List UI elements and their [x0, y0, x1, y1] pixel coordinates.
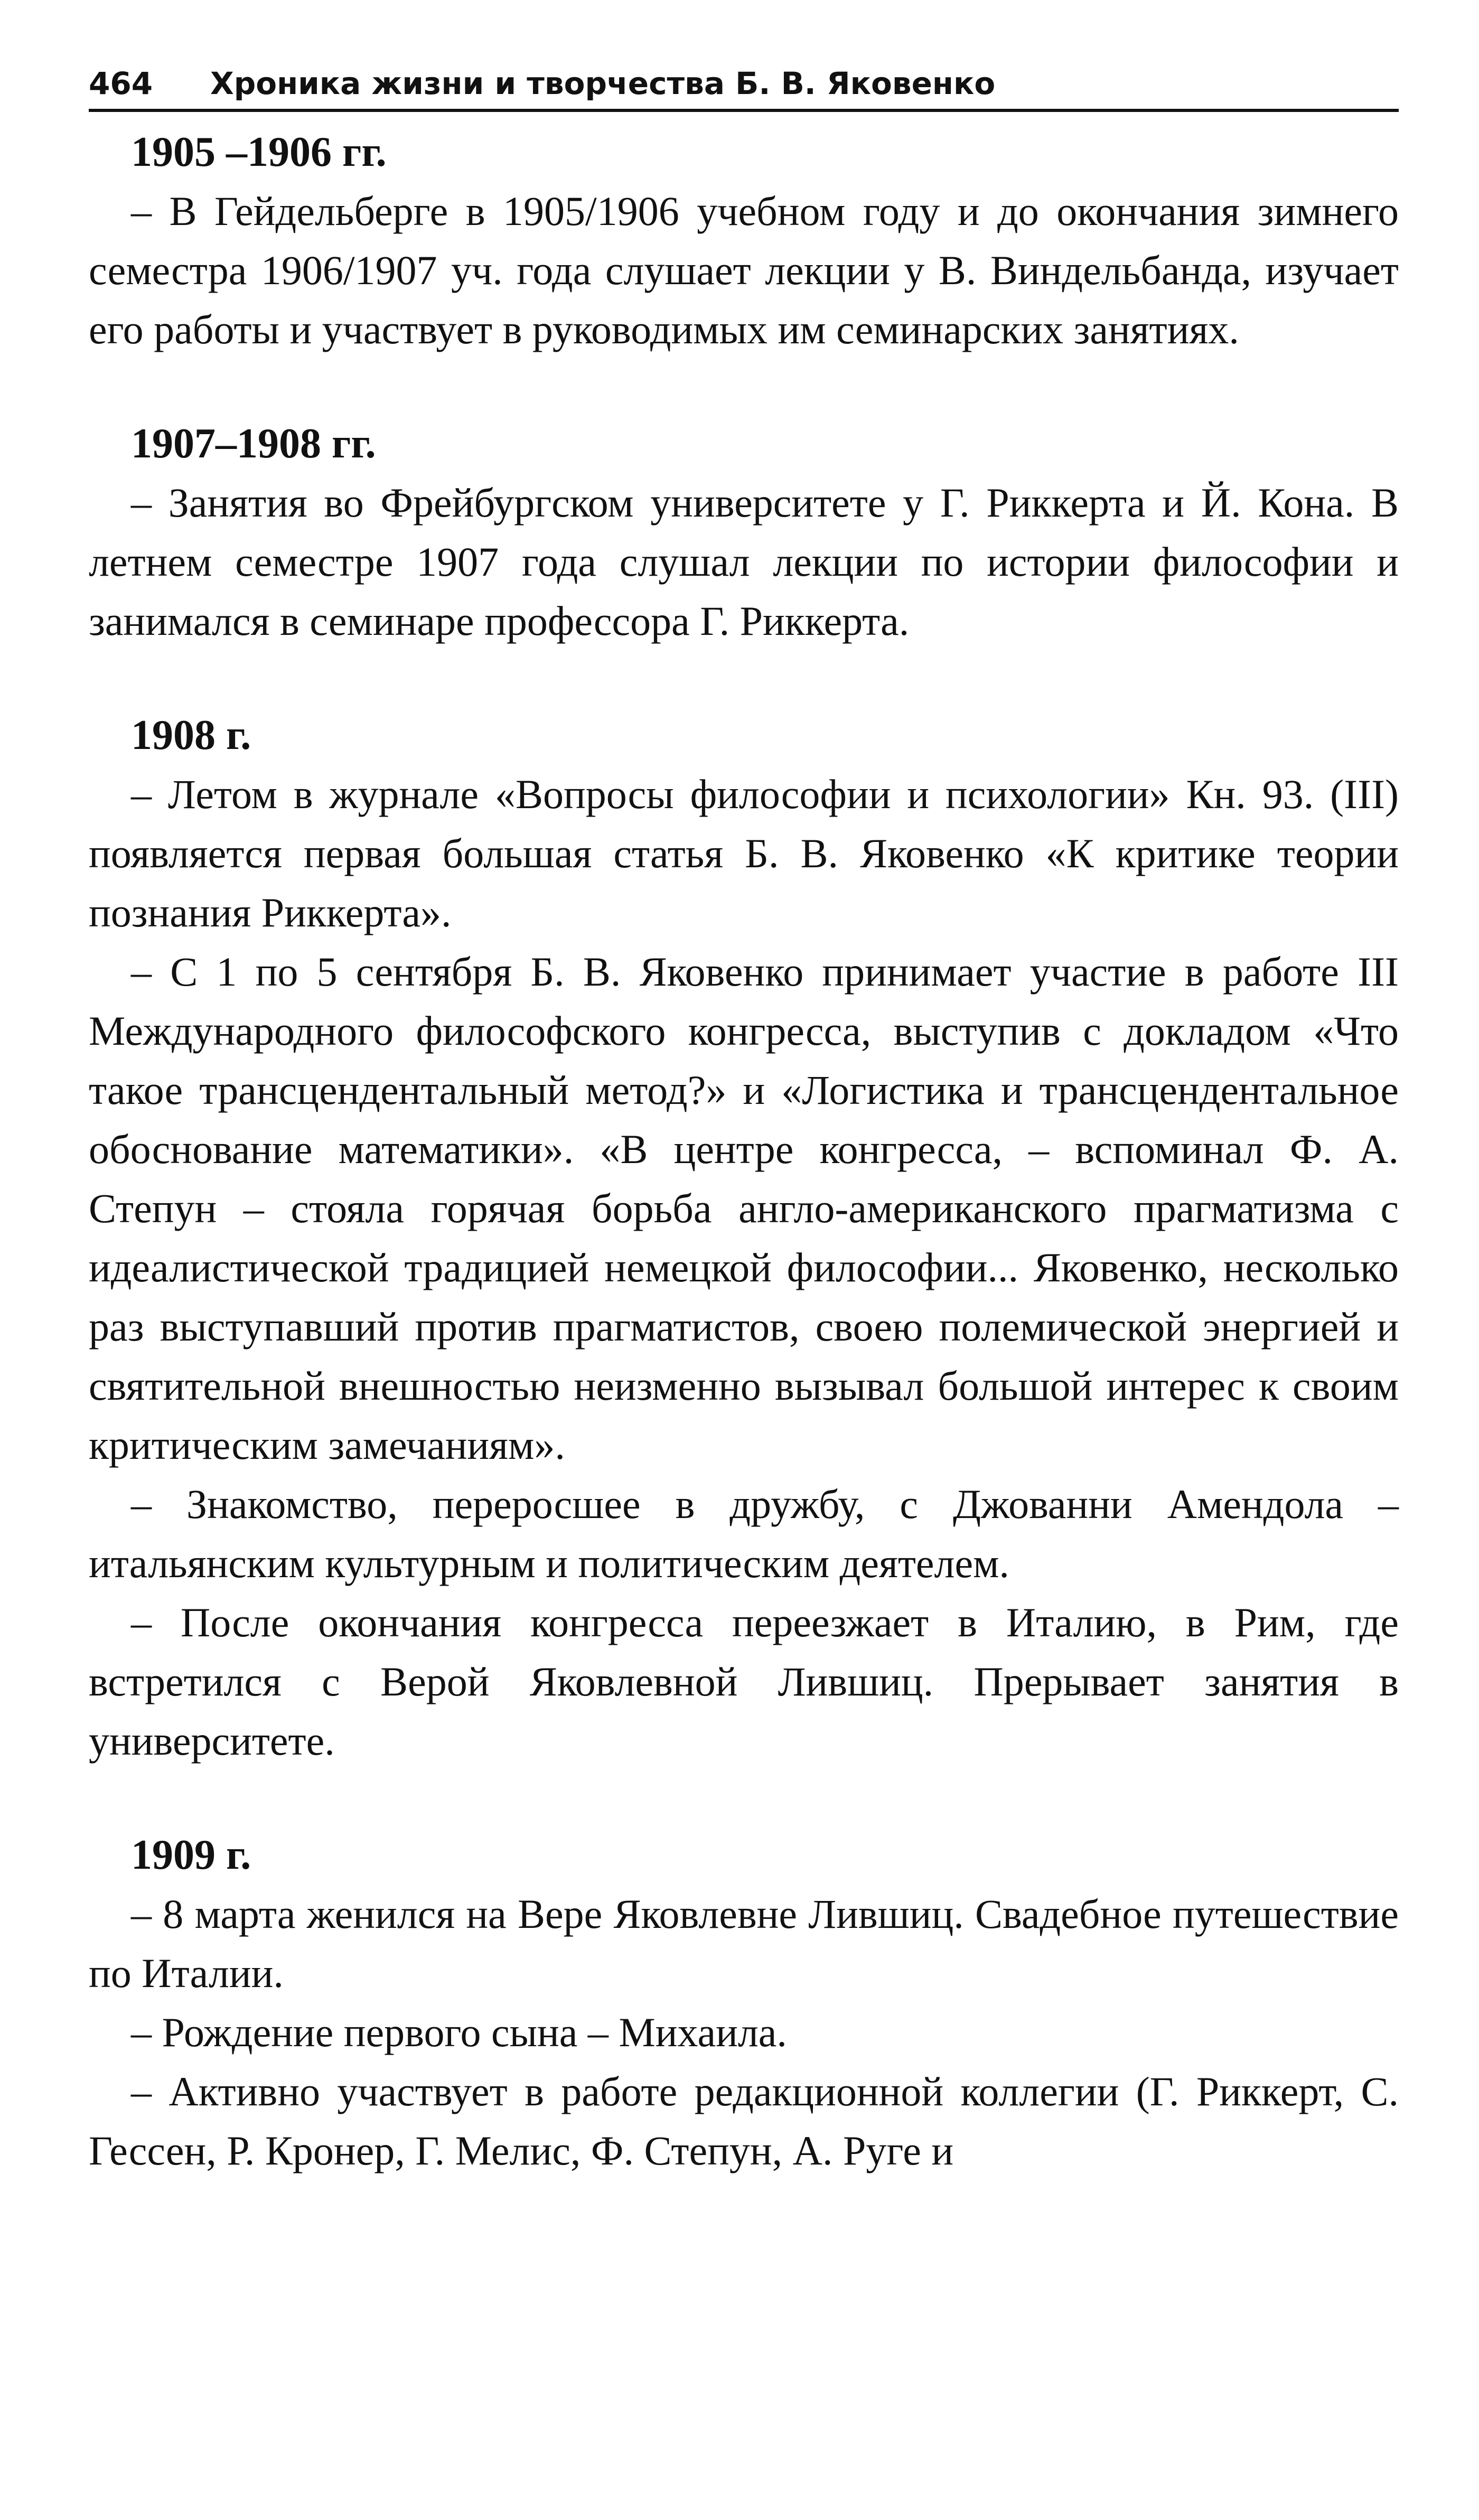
entry-paragraph: – После окончания конгресса переезжает в Италию, в Рим, где встретился с Верой Яковлевной Лившиц. Прерывает занятия в университете. — [89, 1599, 1399, 1764]
entry-paragraph: – Летом в журнале «Вопросы философии и психологии» Кн. 93. (III) появляется первая большая статья Б. В. Яковенко «К критике теории познания Риккерта». — [89, 771, 1399, 935]
page-body — [89, 123, 1399, 2180]
entry-paragraph: – С 1 по 5 сентября Б. В. Яковенко принимает участие в работе III Международного философского конгресса, выступив с докладом «Что такое трансцендентальный метод?» и «Логистика и трансцендентальное обоснование математики». «В центре конгресса, – вспоминал Ф. А. Степун – стояла горячая борьба англо-американского прагматизма с идеалистической традицией немецкой философии... Яковенко, несколько раз выступавший против прагматистов, своею полемической энергией и святительной внешностью неизменно вызывал большой интерес к своим критическим замечаниям». — [89, 949, 1399, 1468]
entry-paragraph: – Активно участвует в работе редакционной коллегии (Г. Риккерт, С. Гессен, Р. Кронер, Г. Мелис, Ф. Степун, А. Руге и — [89, 2068, 1399, 2174]
section-year-heading: 1905 –1906 гг. — [131, 129, 387, 175]
section-year-heading: 1908 г. — [131, 712, 251, 758]
section-year-heading: 1907–1908 гг. — [131, 420, 376, 467]
page-number: 464 — [89, 65, 153, 101]
entry-paragraph: – Занятия во Фрейбургском университете у Г. Риккерта и Й. Кона. В летнем семестре 1907 года слушал лекции по истории философии и занимался в семинаре профессора Г. Риккерта. — [89, 480, 1399, 644]
entry-paragraph: – Рождение первого сына – Михаила. — [131, 2009, 787, 2055]
entry-paragraph: – 8 марта женился на Вере Яковлевне Лившиц. Свадебное путешествие по Италии. — [89, 1891, 1399, 1996]
entry-paragraph: – В Гейдельберге в 1905/1906 учебном году и до окончания зимнего семестра 1906/1907 уч. года слушает лекции у В. Виндельбанда, изучает его работы и участвует в руководимых им семинарских занятиях. — [89, 188, 1399, 352]
running-title: Хроника жизни и творчества Б. В. Яковенко — [210, 65, 996, 101]
section-year-heading: 1909 г. — [131, 1832, 251, 1878]
running-head — [89, 58, 1399, 112]
entry-paragraph: – Знакомство, переросшее в дружбу, с Джованни Амендола – итальянским культурным и политическим деятелем. — [89, 1481, 1399, 1586]
